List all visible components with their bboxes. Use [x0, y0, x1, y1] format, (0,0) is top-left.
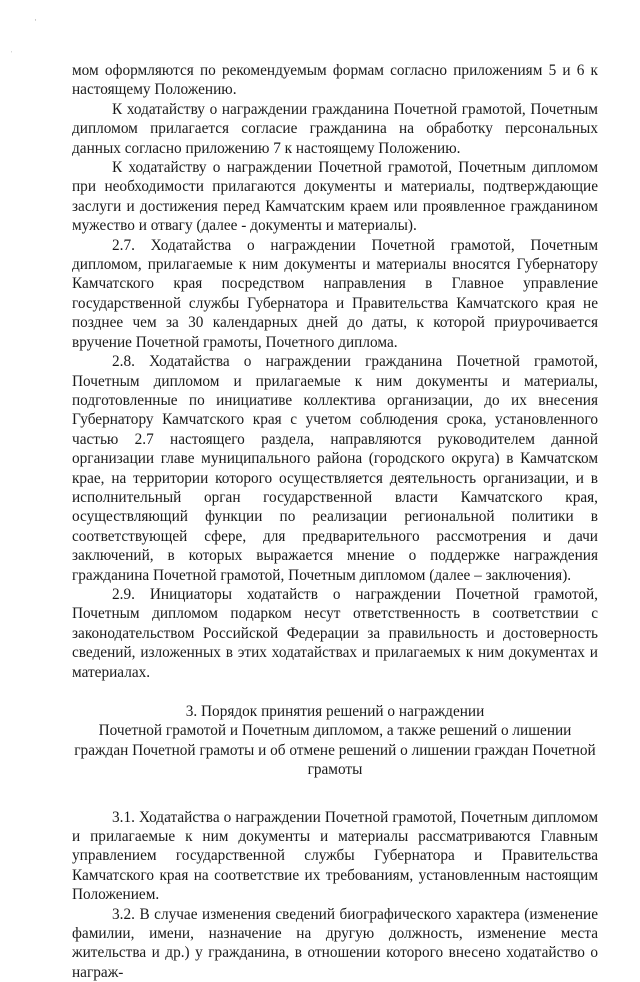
paragraph-documents: К ходатайству о награждении Почетной грамотой, Почетным дипломом при необходимости прилагаются документы и материалы, подтверждающие заслуги и достижения перед Камчатским краем или проявленное гражданином мужество и отвагу (далее - документы и материалы). [72, 159, 598, 235]
section-heading-rest: Почетной грамотой и Почетным дипломом, а также решений о лишении граждан Почетной грамоты и об отмене решений о лишении граждан Почетной грамоты [74, 722, 596, 779]
paragraph-2-7: 2.7. Ходатайства о награждении Почетной грамотой, Почетным дипломом, прилагаемые к ним документы и материалы вносятся Губернатору Камчатского края посредством направления в Главное управление государственной службы Губернатора и Правительства Камчатского края не позднее чем за 30 календарных дней до даты, к которой приурочивается вручение Почетной грамоты, Почетного диплома. [72, 236, 598, 351]
spacer [72, 780, 598, 808]
document-body [72, 61, 598, 982]
paragraph-2-8: 2.8. Ходатайства о награждении гражданина Почетной грамотой, Почетным дипломом и прилагаемые к ним документы и материалы, подготовленные по инициативе коллектива организации, до их внесения Губернатору Камчатского края с учетом соблюдения срока, установленного частью 2.7 настоящего раздела, направляются руководителем данной организации главе муниципального района (городского округа) в Камчатском крае, на территории которого осуществляется деятельность организации, и в исполнительный орган государственной власти Камчатского края, осуществляющий функции по реализации региональной политики в соответствующей сфере, для предварительного рассмотрения и дачи заключений, в которых выражается мнение о поддержке награждения гражданина Почетной грамотой, Почетным дипломом (далее – заключения). [72, 353, 598, 584]
section-heading-line1: 3. Порядок принятия решений о награждении [185, 703, 485, 720]
paragraph-2-9: 2.9. Инициаторы ходатайств о награждении Почетной грамотой, Почетным дипломом подарком несут ответственность в соответствии с законодательством Российской Федерации за правильность и достоверность сведений, изложенных в этих ходатайствах и прилагаемых к ним документах и материалах. [72, 585, 598, 681]
scan-mark-left: ' [11, 50, 13, 58]
paragraph-continuation: мом оформляются по рекомендуемым формам согласно приложениям 5 и 6 к настоящему Положению. [72, 62, 598, 99]
paragraph-3-1: 3.1. Ходатайства о награждении Почетной грамотой, Почетным дипломом и прилагаемые к ним документы и материалы рассматриваются Главным управлением государственной службы Губернатора и Правительства Камчатского края на соответствие их требованиям, установленным настоящим Положением. [72, 808, 598, 904]
paragraph-3-2: 3.2. В случае изменения сведений биографического характера (изменение фамилии, имени, назначение на другую должность, изменение места жительства и др.) у гражданина, в отношении которого внесено ходатайство о награж- [72, 905, 598, 981]
paragraph-consent: К ходатайству о награждении гражданина Почетной грамотой, Почетным дипломом прилагается согласие гражданина на обработку персональных данных согласно приложению 7 к настоящему Положению. [72, 100, 598, 157]
spacer [72, 682, 598, 702]
scan-mark-top: · [34, 15, 37, 25]
